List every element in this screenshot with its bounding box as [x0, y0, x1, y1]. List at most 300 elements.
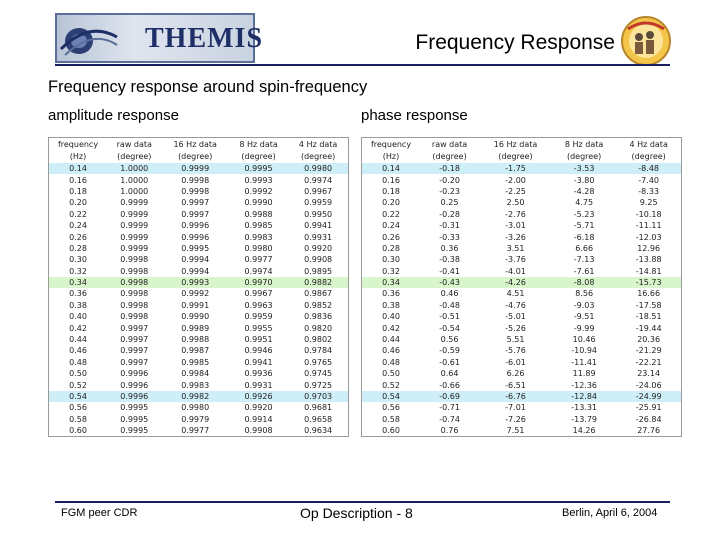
- table-row: [49, 266, 349, 277]
- table-cell: -15.73: [616, 277, 681, 288]
- table-cell: -0.43: [420, 277, 479, 288]
- table-cell: -0.28: [439, 209, 460, 219]
- table-row: [362, 425, 682, 437]
- table-cell: -7.26: [505, 414, 526, 424]
- table-cell: -3.26: [505, 232, 526, 242]
- table-cell: 0.9765: [304, 357, 333, 367]
- table-cell: -0.51: [439, 312, 460, 322]
- table-cell: 0.9997: [120, 323, 149, 333]
- table-row: [362, 277, 682, 288]
- table-cell: 0.9936: [244, 369, 273, 379]
- table-cell: -7.13: [573, 255, 595, 265]
- table-row: [362, 334, 682, 345]
- table-header-row: [49, 151, 349, 164]
- table-cell: 0.9784: [304, 346, 333, 356]
- table-cell: -0.71: [439, 403, 460, 413]
- table-cell: 0.60: [382, 426, 400, 436]
- table-cell: 16.66: [637, 289, 661, 299]
- column-header: 4 Hz data: [298, 139, 338, 149]
- table-cell: 0.56: [440, 335, 459, 345]
- table-cell: -24.06: [635, 380, 662, 390]
- table-cell: 0.50: [69, 369, 87, 379]
- table-cell: 0.9977: [181, 426, 210, 436]
- table-row: [49, 254, 349, 265]
- column-header: (Hz): [69, 152, 87, 161]
- table-row: [49, 368, 349, 379]
- table-cell: -11.11: [635, 221, 662, 231]
- table-row: [49, 277, 349, 288]
- table-cell: -12.03: [635, 232, 662, 242]
- column-header: (degree): [117, 152, 152, 161]
- table-cell: 0.9982: [162, 391, 229, 402]
- column-header: (degree): [432, 152, 467, 161]
- amplitude-heading: amplitude response: [48, 107, 179, 124]
- table-row: [362, 414, 682, 425]
- table-cell: 0.9820: [304, 323, 333, 333]
- table-row: [362, 345, 682, 356]
- table-cell: 0.58: [69, 414, 87, 424]
- table-cell: -0.69: [420, 391, 479, 402]
- table-cell: 0.34: [362, 277, 421, 288]
- table-cell: -0.66: [439, 380, 460, 390]
- table-cell: 0.9745: [304, 369, 333, 379]
- table-cell: 0.48: [382, 357, 400, 367]
- table-cell: -4.26: [479, 277, 552, 288]
- table-cell: 0.9926: [229, 391, 288, 402]
- column-header: (degree): [178, 152, 213, 161]
- table-cell: 0.54: [49, 391, 108, 402]
- table-cell: 0.9985: [244, 221, 273, 231]
- table-cell: 0.54: [362, 391, 421, 402]
- table-cell: 0.20: [69, 198, 87, 208]
- table-row: [362, 311, 682, 322]
- table-row: [49, 402, 349, 413]
- column-header: raw data: [431, 139, 468, 149]
- column-header: (degree): [566, 152, 602, 161]
- table-cell: -7.01: [505, 403, 526, 413]
- table-row: [49, 163, 349, 174]
- table-cell: 12.96: [637, 243, 661, 253]
- table-row: [49, 379, 349, 390]
- table-cell: 0.9946: [244, 346, 273, 356]
- table-cell: -8.33: [638, 186, 659, 196]
- table-cell: -5.01: [505, 312, 526, 322]
- table-cell: 0.9996: [120, 380, 149, 390]
- table-cell: 5.51: [506, 335, 525, 345]
- table-cell: -25.91: [635, 403, 662, 413]
- table-cell: 0.9994: [181, 255, 210, 265]
- table-cell: 0.9980: [181, 403, 210, 413]
- table-cell: 0.9950: [304, 209, 333, 219]
- table-cell: 0.9997: [181, 209, 210, 219]
- table-cell: 0.9990: [181, 312, 210, 322]
- table-cell: 0.36: [382, 289, 400, 299]
- table-cell: -2.00: [505, 175, 526, 185]
- table-cell: 0.9920: [304, 243, 333, 253]
- table-cell: 4.75: [575, 198, 594, 208]
- footer-divider: [55, 501, 670, 503]
- table-row: [362, 357, 682, 368]
- table-cell: -3.80: [573, 175, 595, 185]
- table-cell: 0.26: [382, 232, 400, 242]
- table-cell: 0.14: [49, 163, 108, 174]
- table-cell: 0.24: [69, 221, 87, 231]
- column-header: 16 Hz data: [173, 139, 217, 149]
- table-cell: 0.9908: [304, 255, 333, 265]
- table-cell: 0.56: [382, 403, 400, 413]
- table-cell: 0.52: [69, 380, 87, 390]
- table-cell: -8.08: [552, 277, 616, 288]
- table-cell: 0.42: [69, 323, 87, 333]
- column-header: 8 Hz data: [239, 139, 278, 149]
- table-cell: 4.51: [506, 289, 525, 299]
- table-cell: -8.48: [616, 163, 681, 174]
- table-cell: 0.30: [382, 255, 400, 265]
- column-header: (degree): [498, 152, 533, 161]
- table-cell: 10.46: [572, 335, 596, 345]
- table-row: [49, 209, 349, 220]
- table-cell: 0.9931: [304, 232, 333, 242]
- table-row: [49, 322, 349, 333]
- table-row: [49, 425, 349, 437]
- table-cell: -0.20: [439, 175, 460, 185]
- table-cell: 0.9802: [304, 335, 333, 345]
- table-cell: 3.51: [506, 243, 525, 253]
- table-cell: 0.9997: [120, 346, 149, 356]
- table-row: [362, 163, 682, 174]
- table-cell: 0.20: [382, 198, 400, 208]
- table-cell: 6.66: [575, 243, 594, 253]
- table-cell: 0.9703: [288, 391, 348, 402]
- column-header: (degree): [241, 152, 276, 161]
- table-row: [362, 402, 682, 413]
- table-cell: -9.03: [573, 300, 595, 310]
- column-header: frequency: [57, 139, 99, 149]
- table-cell: 0.9931: [244, 380, 273, 390]
- table-cell: 1.0000: [107, 163, 162, 174]
- table-cell: 0.9725: [304, 380, 333, 390]
- table-cell: 0.9988: [181, 335, 210, 345]
- table-cell: 0.9882: [288, 277, 348, 288]
- table-cell: 0.40: [382, 312, 400, 322]
- table-cell: 0.9867: [304, 289, 333, 299]
- table-cell: 0.9992: [244, 186, 273, 196]
- table-cell: 0.9999: [120, 198, 149, 208]
- table-cell: 0.9974: [244, 266, 273, 276]
- table-cell: -9.51: [573, 312, 595, 322]
- table-cell: 0.9979: [181, 414, 210, 424]
- table-cell: 0.18: [382, 186, 400, 196]
- table-cell: -7.61: [573, 266, 595, 276]
- table-cell: 0.38: [69, 300, 87, 310]
- table-cell: 0.9977: [244, 255, 273, 265]
- table-cell: 0.9634: [304, 426, 333, 436]
- table-cell: -4.28: [573, 186, 595, 196]
- footer-left: FGM peer CDR: [61, 507, 138, 519]
- table-cell: 0.9998: [120, 312, 149, 322]
- table-row: [49, 186, 349, 197]
- table-cell: -0.41: [439, 266, 460, 276]
- table-cell: 0.9996: [181, 221, 210, 231]
- section-title: Frequency response around spin-frequency: [48, 78, 368, 96]
- table-row: [362, 391, 682, 402]
- table-cell: -0.48: [439, 300, 460, 310]
- table-cell: 0.32: [69, 266, 87, 276]
- column-header: (degree): [300, 152, 336, 161]
- table-cell: 0.9999: [120, 209, 149, 219]
- table-cell: 0.58: [382, 414, 400, 424]
- table-cell: 0.22: [382, 209, 400, 219]
- table-cell: 0.9995: [120, 426, 149, 436]
- table-cell: -5.26: [505, 323, 526, 333]
- table-cell: 0.9997: [120, 357, 149, 367]
- table-cell: 0.9941: [304, 221, 333, 231]
- table-row: [362, 243, 682, 254]
- table-cell: 14.26: [572, 426, 596, 436]
- table-cell: 0.9959: [304, 198, 333, 208]
- table-cell: 6.26: [506, 369, 525, 379]
- table-cell: 0.18: [69, 186, 87, 196]
- table-row: [49, 357, 349, 368]
- table-cell: 0.9963: [244, 300, 273, 310]
- table-cell: 0.9995: [120, 414, 149, 424]
- table-cell: 0.9996: [181, 232, 210, 242]
- table-cell: 0.44: [382, 335, 400, 345]
- table-cell: -6.51: [505, 380, 526, 390]
- table-row: [49, 197, 349, 208]
- table-cell: 0.16: [382, 175, 400, 185]
- table-row: [362, 300, 682, 311]
- table-cell: -13.79: [571, 414, 598, 424]
- table-cell: -6.76: [479, 391, 552, 402]
- table-row: [49, 231, 349, 242]
- column-header: 16 Hz data: [493, 139, 538, 149]
- table-cell: 0.9996: [120, 369, 149, 379]
- table-cell: 0.9983: [244, 232, 273, 242]
- table-cell: 0.32: [382, 266, 400, 276]
- table-cell: -11.41: [571, 357, 598, 367]
- table-cell: -13.31: [571, 403, 598, 413]
- table-row: [49, 311, 349, 322]
- table-row: [362, 254, 682, 265]
- table-cell: 0.30: [69, 255, 87, 265]
- table-cell: -12.84: [552, 391, 616, 402]
- table-cell: -1.75: [479, 163, 552, 174]
- table-cell: -13.88: [635, 255, 662, 265]
- table-cell: 0.9980: [288, 163, 348, 174]
- themis-logo: [55, 13, 264, 63]
- table-row: [362, 197, 682, 208]
- table-cell: 8.56: [575, 289, 594, 299]
- table-cell: 0.9993: [162, 277, 229, 288]
- table-cell: 0.44: [69, 335, 87, 345]
- table-row: [49, 174, 349, 185]
- table-cell: -0.54: [439, 323, 460, 333]
- table-cell: 0.26: [69, 232, 87, 242]
- header-divider: [55, 64, 670, 66]
- table-cell: 0.9987: [181, 346, 210, 356]
- table-cell: 0.60: [69, 426, 87, 436]
- table-cell: 0.9997: [120, 335, 149, 345]
- table-cell: 0.9658: [304, 414, 333, 424]
- table-cell: 0.9992: [181, 289, 210, 299]
- table-cell: 1.0000: [120, 175, 149, 185]
- table-cell: -0.18: [420, 163, 479, 174]
- table-row: [49, 288, 349, 299]
- table-cell: 0.9852: [304, 300, 333, 310]
- table-cell: -5.71: [573, 221, 595, 231]
- table-cell: -10.94: [571, 346, 598, 356]
- table-cell: 0.9984: [181, 369, 210, 379]
- table-cell: 11.89: [572, 369, 596, 379]
- table-cell: 23.14: [637, 369, 661, 379]
- table-cell: 20.36: [637, 335, 661, 345]
- table-cell: 0.24: [382, 221, 400, 231]
- table-cell: 0.9998: [181, 175, 210, 185]
- table-row: [362, 174, 682, 185]
- table-cell: 0.16: [69, 175, 87, 185]
- column-header: frequency: [370, 139, 412, 149]
- table-row: [49, 334, 349, 345]
- table-cell: -12.36: [571, 380, 598, 390]
- table-cell: -0.38: [439, 255, 460, 265]
- table-cell: 0.9995: [120, 403, 149, 413]
- table-cell: -0.31: [439, 221, 460, 231]
- table-cell: 0.46: [69, 346, 87, 356]
- table-cell: 0.9998: [120, 266, 149, 276]
- table-cell: -3.01: [505, 221, 526, 231]
- table-cell: 1.0000: [120, 186, 149, 196]
- table-row: [49, 243, 349, 254]
- table-cell: 0.36: [440, 243, 459, 253]
- table-cell: 0.25: [440, 198, 459, 208]
- table-row: [362, 220, 682, 231]
- table-cell: 7.51: [506, 426, 525, 436]
- table-cell: 0.9998: [120, 255, 149, 265]
- table-cell: 0.50: [382, 369, 400, 379]
- table-cell: -5.23: [573, 209, 595, 219]
- table-cell: 0.48: [69, 357, 87, 367]
- table-cell: -3.76: [505, 255, 526, 265]
- table-row: [362, 288, 682, 299]
- table-cell: 0.9991: [181, 300, 210, 310]
- footer-page-label: Op Description - 8: [300, 505, 413, 521]
- table-header-row: [362, 138, 682, 151]
- table-row: [49, 220, 349, 231]
- table-cell: 0.9999: [120, 221, 149, 231]
- table-cell: 0.9985: [181, 357, 210, 367]
- table-cell: -6.18: [573, 232, 595, 242]
- table-cell: -24.99: [616, 391, 681, 402]
- mission-badge-icon: [620, 15, 672, 67]
- table-cell: 0.9955: [244, 323, 273, 333]
- table-cell: 27.76: [637, 426, 661, 436]
- table-cell: 0.28: [69, 243, 87, 253]
- table-cell: 0.9941: [244, 357, 273, 367]
- column-header: (degree): [631, 152, 666, 161]
- table-cell: 0.9989: [181, 323, 210, 333]
- table-cell: 0.40: [69, 312, 87, 322]
- table-cell: 0.9990: [244, 198, 273, 208]
- table-cell: 0.9951: [244, 335, 273, 345]
- table-cell: 0.9970: [229, 277, 288, 288]
- table-row: [362, 379, 682, 390]
- table-row: [49, 300, 349, 311]
- table-cell: -18.51: [635, 312, 662, 322]
- table-cell: 0.9995: [229, 163, 288, 174]
- table-cell: 0.42: [382, 323, 400, 333]
- table-row: [362, 186, 682, 197]
- table-cell: 0.9999: [162, 163, 229, 174]
- table-cell: 0.9967: [304, 186, 333, 196]
- table-cell: 0.9993: [244, 175, 273, 185]
- table-cell: 0.36: [69, 289, 87, 299]
- table-cell: -0.23: [439, 186, 460, 196]
- table-row: [362, 368, 682, 379]
- table-cell: 0.9998: [120, 300, 149, 310]
- table-cell: -9.99: [573, 323, 595, 333]
- table-cell: -0.74: [439, 414, 460, 424]
- table-cell: 0.9836: [304, 312, 333, 322]
- table-cell: 0.64: [440, 369, 459, 379]
- table-row: [362, 209, 682, 220]
- table-cell: 0.22: [69, 209, 87, 219]
- table-cell: 0.28: [382, 243, 400, 253]
- themis-swoosh-icon: [59, 19, 119, 59]
- table-row: [362, 231, 682, 242]
- table-cell: -22.21: [635, 357, 662, 367]
- column-header: 4 Hz data: [629, 139, 668, 149]
- column-header: (Hz): [382, 152, 400, 161]
- table-header-row: [49, 138, 349, 151]
- table-cell: 0.9996: [107, 391, 162, 402]
- table-cell: -4.76: [505, 300, 526, 310]
- table-cell: 0.9988: [244, 209, 273, 219]
- table-cell: -14.81: [635, 266, 662, 276]
- table-cell: 0.9999: [120, 243, 149, 253]
- table-cell: 0.9983: [181, 380, 210, 390]
- table-cell: 0.46: [382, 346, 400, 356]
- table-header-row: [362, 151, 682, 164]
- table-row: [49, 391, 349, 402]
- table-cell: 0.52: [382, 380, 400, 390]
- table-cell: 0.46: [440, 289, 459, 299]
- column-header: 8 Hz data: [564, 139, 604, 149]
- table-cell: 9.25: [639, 198, 658, 208]
- table-cell: 0.9681: [304, 403, 333, 413]
- table-cell: -2.76: [505, 209, 526, 219]
- table-cell: -17.58: [635, 300, 662, 310]
- table-cell: -7.40: [638, 175, 659, 185]
- table-cell: -3.53: [552, 163, 616, 174]
- table-cell: 0.56: [69, 403, 87, 413]
- table-cell: 0.9998: [107, 277, 162, 288]
- table-cell: -5.76: [505, 346, 526, 356]
- table-cell: 0.9998: [120, 289, 149, 299]
- table-cell: 0.38: [382, 300, 400, 310]
- table-cell: 0.9895: [304, 266, 333, 276]
- table-cell: 0.9994: [181, 266, 210, 276]
- page-title: Frequency Response: [415, 31, 615, 54]
- table-cell: -21.29: [635, 346, 662, 356]
- table-cell: 0.34: [49, 277, 108, 288]
- table-cell: 0.76: [440, 426, 459, 436]
- table-cell: 0.14: [362, 163, 421, 174]
- table-row: [362, 322, 682, 333]
- table-cell: 0.9959: [244, 312, 273, 322]
- table-cell: -19.44: [635, 323, 662, 333]
- amplitude-table: [48, 137, 349, 437]
